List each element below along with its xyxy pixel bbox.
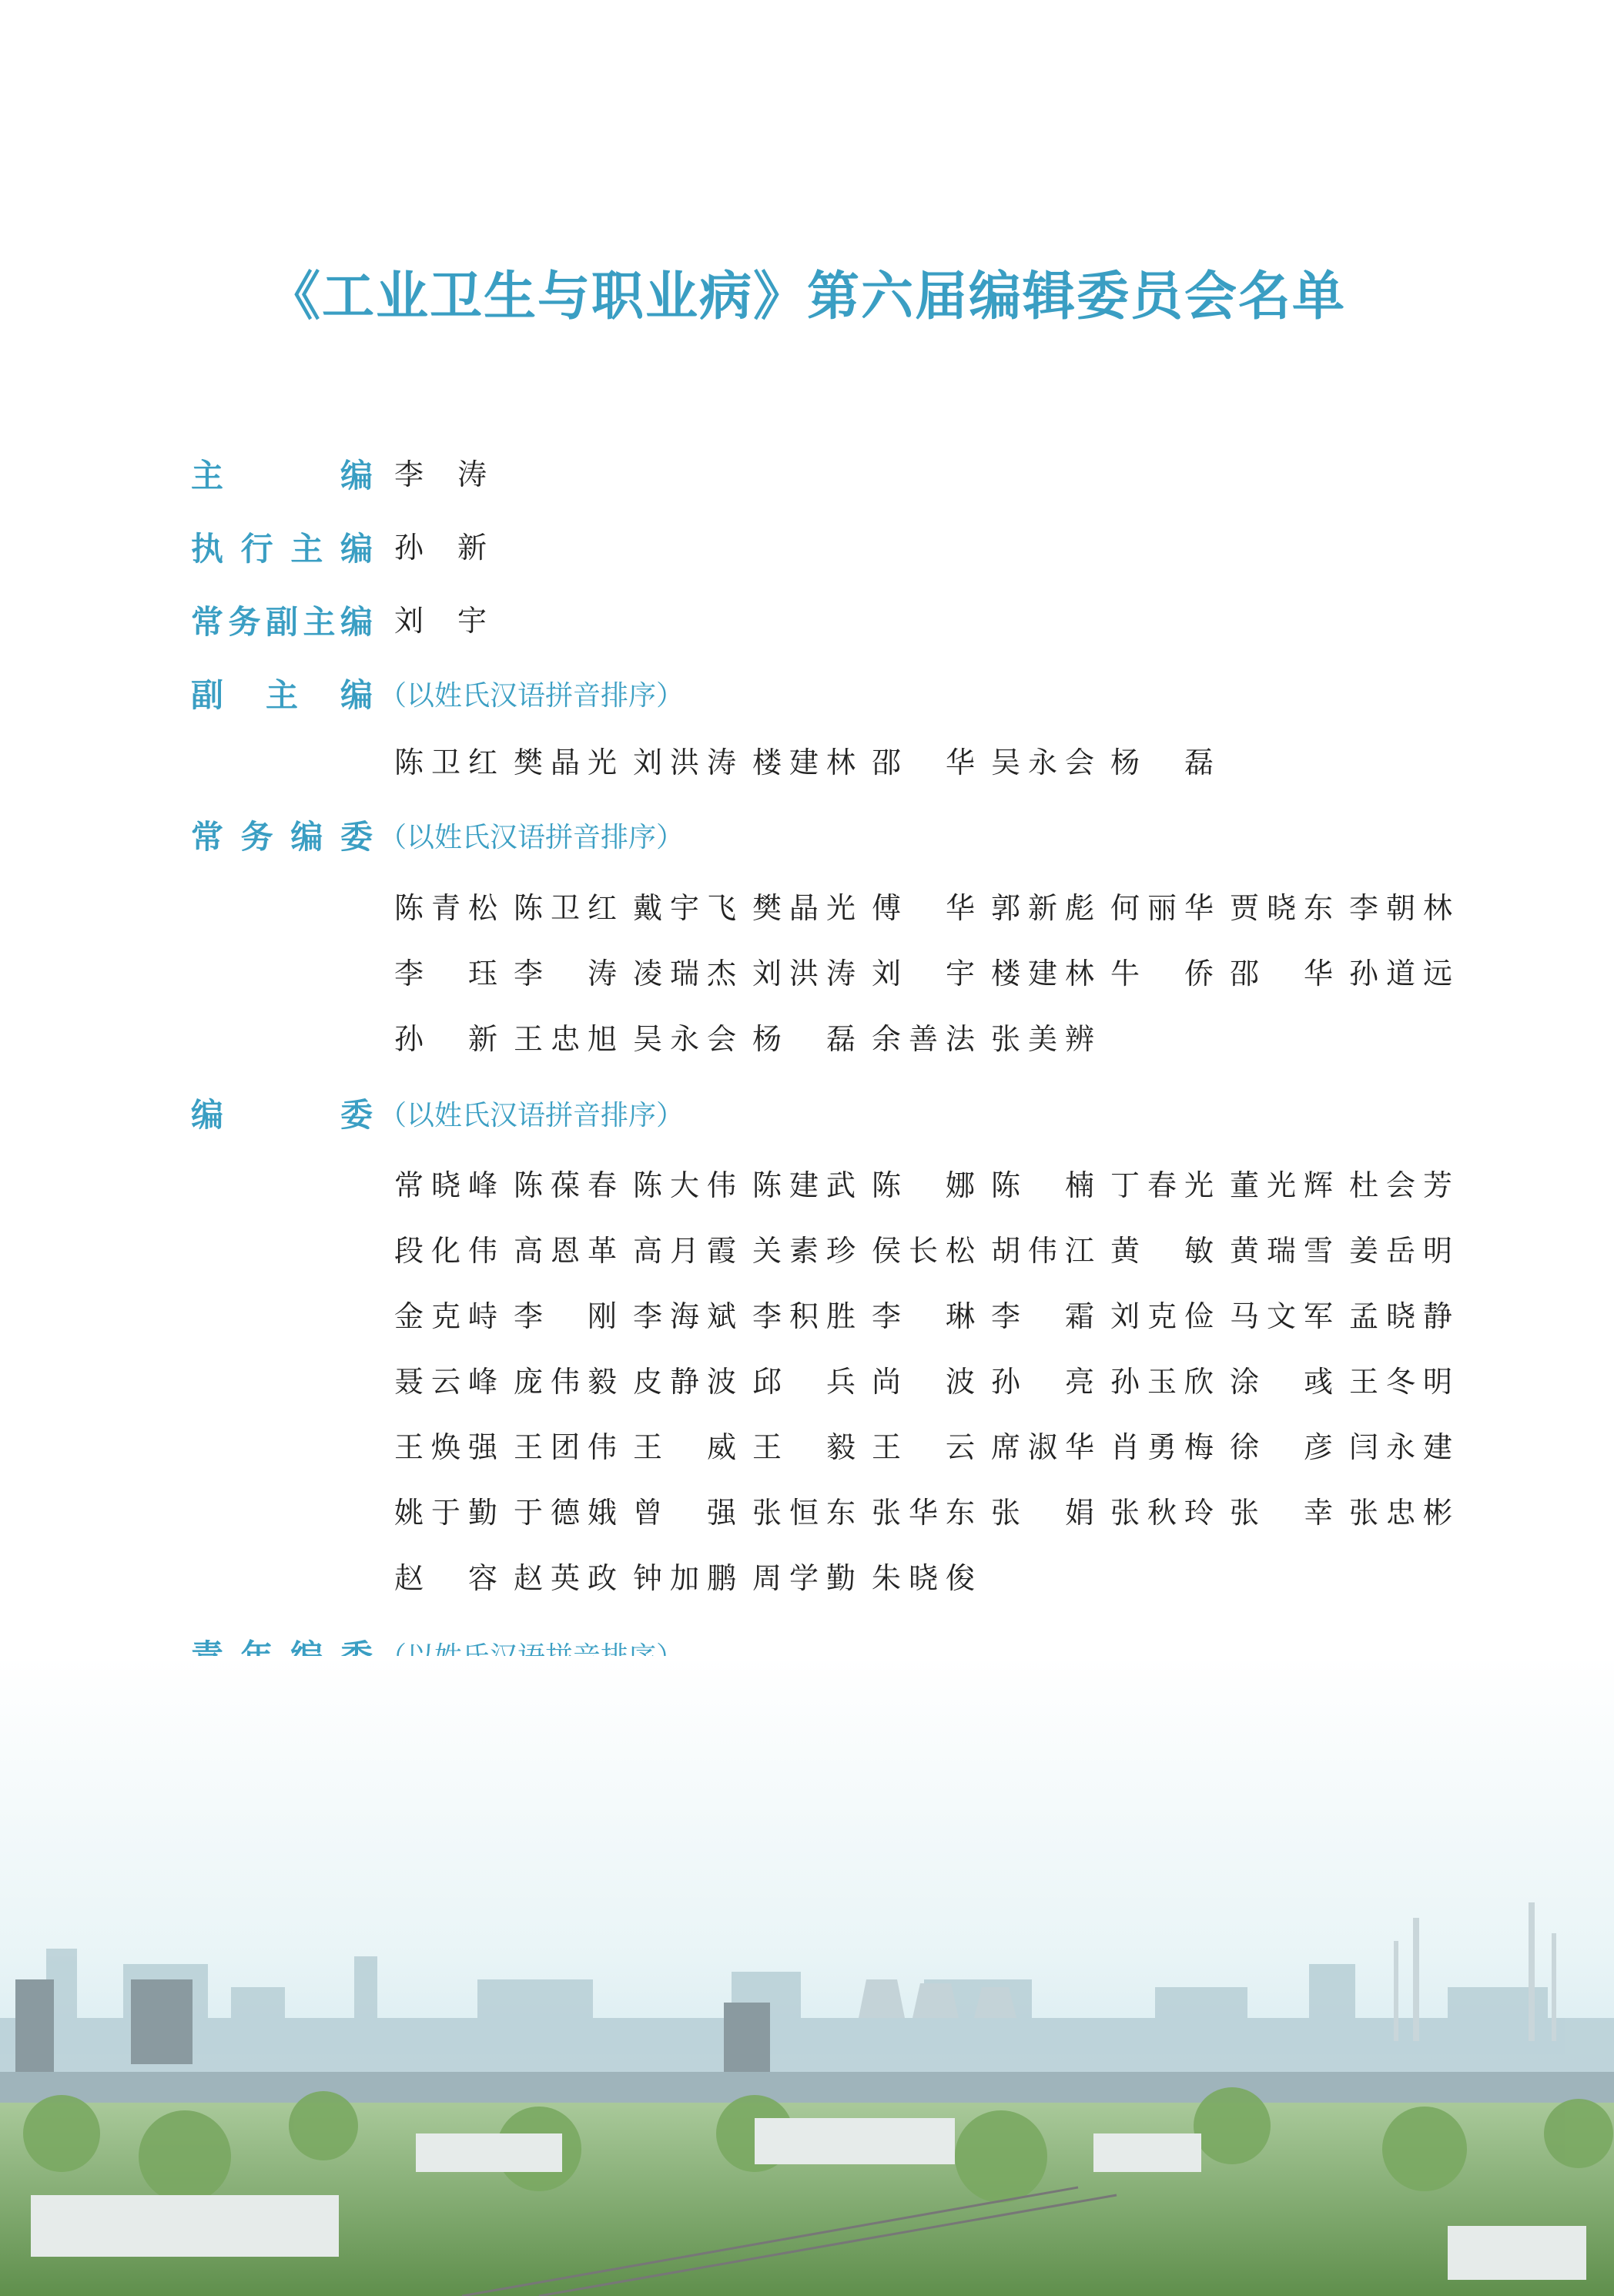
chief-editor-name: 李 涛 [394, 458, 487, 491]
member-name: 陈 大 伟 [633, 1168, 736, 1202]
member-name: 常 晓 峰 [394, 1168, 497, 1202]
member-name: 王 焕 强 [394, 1430, 497, 1464]
member-name: 李 琳 [872, 1299, 975, 1333]
member-name: 王 威 [633, 1430, 736, 1464]
member-name: 王 忠 旭 [514, 1022, 617, 1056]
member-name: 皮 静 波 [633, 1365, 736, 1399]
member-name: 姚 于 勤 [394, 1496, 497, 1530]
member-name: 陈 楠 [991, 1168, 1094, 1202]
name-row [394, 1365, 1452, 1399]
member-name: 黄 敏 [1110, 1234, 1214, 1268]
page-title: 《工业卫生与职业病》第六届编辑委员会名单 [267, 266, 1346, 327]
executive-editor-name: 孙 新 [394, 531, 487, 565]
standing-committee-note: （以姓氏汉语拼音排序） [379, 822, 685, 853]
member-name: 马 文 军 [1230, 1299, 1333, 1333]
member-name: 赵 容 [394, 1561, 497, 1595]
member-name: 张 幸 [1230, 1496, 1333, 1530]
member-name: 樊 晶 光 [514, 746, 617, 779]
member-name: 刘 宇 [872, 957, 975, 990]
name-row [394, 1168, 1452, 1202]
member-name: 楼 建 林 [752, 746, 856, 779]
member-name: 郭 新 彪 [991, 891, 1094, 925]
member-name: 涂 彧 [1230, 1365, 1333, 1399]
member-name: 傅 华 [872, 891, 975, 925]
member-name: 孙 新 [394, 1022, 497, 1056]
member-name: 贾 晓 东 [1230, 891, 1333, 925]
member-name: 刘 克 俭 [1110, 1299, 1214, 1333]
member-name: 张 忠 彬 [1349, 1496, 1452, 1530]
member-name: 孙 玉 欣 [1110, 1365, 1214, 1399]
member-name: 高 月 霞 [633, 1234, 736, 1268]
managing-deputy-editor-label: 常 务 副 主 编 [191, 603, 373, 641]
industrial-city-background [0, 1656, 1614, 2296]
name-row [394, 1561, 975, 1595]
member-name: 孟 晓 静 [1349, 1299, 1452, 1333]
member-name: 高 恩 革 [514, 1234, 617, 1268]
member-name: 杨 磊 [1110, 746, 1214, 779]
member-name: 戴 宇 飞 [633, 891, 736, 925]
member-name: 张 华 东 [872, 1496, 975, 1530]
member-name: 陈 卫 红 [514, 891, 617, 925]
member-name: 吴 永 会 [991, 746, 1094, 779]
member-name: 黄 瑞 雪 [1230, 1234, 1333, 1268]
member-name: 孙 道 远 [1349, 957, 1452, 990]
member-name: 关 素 珍 [752, 1234, 856, 1268]
member-name: 凌 瑞 杰 [633, 957, 736, 990]
member-name: 李 涛 [514, 957, 617, 990]
member-name: 陈 建 武 [752, 1168, 856, 1202]
name-row [394, 1024, 1094, 1054]
member-name: 樊 晶 光 [752, 891, 856, 925]
member-name: 姜 岳 明 [1349, 1234, 1452, 1268]
member-name: 陈 卫 红 [394, 746, 497, 779]
member-name: 聂 云 峰 [394, 1365, 497, 1399]
member-name: 杜 会 芳 [1349, 1168, 1452, 1202]
managing-deputy-editor-name: 刘 宇 [394, 604, 487, 638]
member-name: 徐 彦 [1230, 1430, 1333, 1464]
member-name: 于 德 娥 [514, 1496, 617, 1530]
member-name: 杨 磊 [752, 1022, 856, 1056]
member-name: 朱 晓 俊 [872, 1561, 975, 1595]
name-row [394, 1299, 1452, 1333]
member-name: 王 云 [872, 1430, 975, 1464]
member-name: 刘 洪 涛 [752, 957, 856, 990]
member-name: 李 刚 [514, 1299, 617, 1333]
member-name: 余 善 法 [872, 1022, 975, 1056]
member-name: 王 冬 明 [1349, 1365, 1452, 1399]
member-name: 陈 娜 [872, 1168, 975, 1202]
name-row [394, 1496, 1452, 1530]
member-name: 钟 加 鹏 [633, 1561, 736, 1595]
member-name: 何 丽 华 [1110, 891, 1214, 925]
member-name: 赵 英 政 [514, 1561, 617, 1595]
member-name: 邵 华 [872, 746, 975, 779]
member-name: 董 光 辉 [1230, 1168, 1333, 1202]
member-name: 楼 建 林 [991, 957, 1094, 990]
member-name: 牛 侨 [1110, 957, 1214, 990]
standing-committee-label: 常 务 编 委 [191, 818, 373, 856]
member-name: 李 珏 [394, 957, 497, 990]
member-name: 李 海 斌 [633, 1299, 736, 1333]
member-name: 邵 华 [1230, 957, 1333, 990]
member-name: 陈 青 松 [394, 891, 497, 925]
name-row [394, 893, 1452, 923]
member-name: 邱 兵 [752, 1365, 856, 1399]
chief-editor-label: 主 编 [191, 457, 373, 494]
member-name: 李 霜 [991, 1299, 1094, 1333]
member-name: 胡 伟 江 [991, 1234, 1094, 1268]
member-name: 闫 永 建 [1349, 1430, 1452, 1464]
member-name: 陈 葆 春 [514, 1168, 617, 1202]
name-row [394, 959, 1452, 988]
deputy-editors-note: （以姓氏汉语拼音排序） [379, 680, 685, 712]
name-row [394, 748, 1214, 777]
member-name: 张 美 辨 [991, 1022, 1094, 1056]
member-name: 吴 永 会 [633, 1022, 736, 1056]
name-row [394, 1234, 1452, 1268]
member-name: 席 淑 华 [991, 1430, 1094, 1464]
deputy-editors-label: 副 主 编 [191, 676, 373, 714]
member-name: 李 朝 林 [1349, 891, 1452, 925]
member-name: 张 娟 [991, 1496, 1094, 1530]
name-row [394, 1430, 1452, 1464]
member-name: 刘 洪 涛 [633, 746, 736, 779]
member-name: 肖 勇 梅 [1110, 1430, 1214, 1464]
member-name: 丁 春 光 [1110, 1168, 1214, 1202]
member-name: 曾 强 [633, 1496, 736, 1530]
member-name: 李 积 胜 [752, 1299, 856, 1333]
member-name: 王 团 伟 [514, 1430, 617, 1464]
member-name: 庞 伟 毅 [514, 1365, 617, 1399]
member-name: 周 学 勤 [752, 1561, 856, 1595]
member-name: 王 毅 [752, 1430, 856, 1464]
member-name: 金 克 峙 [394, 1299, 497, 1333]
member-name: 张 秋 玲 [1110, 1496, 1214, 1530]
committee-note: （以姓氏汉语拼音排序） [379, 1100, 685, 1131]
committee-label: 编 委 [191, 1096, 373, 1134]
member-name: 孙 亮 [991, 1365, 1094, 1399]
member-name: 段 化 伟 [394, 1234, 497, 1268]
member-name: 张 恒 东 [752, 1496, 856, 1530]
member-name: 尚 波 [872, 1365, 975, 1399]
executive-editor-label: 执 行 主 编 [191, 530, 373, 568]
member-name: 侯 长 松 [872, 1234, 975, 1268]
